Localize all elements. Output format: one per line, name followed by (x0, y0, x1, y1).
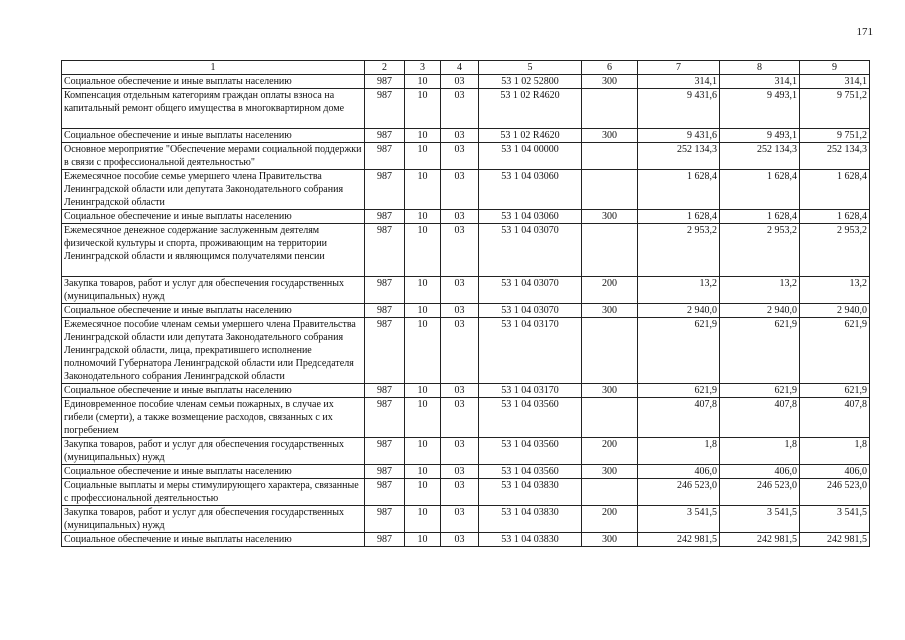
row-amount-col8: 1,8 (720, 438, 800, 465)
table-row (62, 129, 870, 143)
row-name: Закупка товаров, работ и услуг для обеспечения государственных (муниципальных) нужд (62, 506, 365, 533)
table-row (62, 438, 870, 465)
row-target-article: 53 1 02 52800 (479, 75, 582, 89)
row-section: 10 (405, 210, 441, 224)
page-number: 171 (856, 26, 873, 38)
row-amount-col8: 1 628,4 (720, 210, 800, 224)
row-amount-col7: 2 953,2 (638, 224, 720, 277)
row-name: Ежемесячное пособие семье умершего члена Правительства Ленинградской области или депутата Законодательного собрания Ленинградской области (62, 170, 365, 210)
row-amount-col7: 246 523,0 (638, 479, 720, 506)
row-amount-col8: 13,2 (720, 277, 800, 304)
row-expense-type: 300 (582, 75, 638, 89)
row-ministry-code: 987 (365, 277, 405, 304)
row-subsection: 03 (441, 384, 479, 398)
row-subsection: 03 (441, 129, 479, 143)
row-amount-col7: 242 981,5 (638, 533, 720, 547)
header-row (62, 61, 870, 75)
row-ministry-code: 987 (365, 75, 405, 89)
row-section: 10 (405, 170, 441, 210)
row-amount-col7: 1 628,4 (638, 210, 720, 224)
column-header: 8 (720, 61, 800, 75)
row-amount-col7: 1 628,4 (638, 170, 720, 210)
row-expense-type (582, 170, 638, 210)
row-amount-col8: 9 493,1 (720, 129, 800, 143)
row-amount-col9: 13,2 (800, 277, 870, 304)
row-amount-col9: 407,8 (800, 398, 870, 438)
row-name: Социальные выплаты и меры стимулирующего характера, связанные с профессиональной деятельностью (62, 479, 365, 506)
row-amount-col7: 3 541,5 (638, 506, 720, 533)
table-row (62, 465, 870, 479)
row-ministry-code: 987 (365, 479, 405, 506)
row-target-article: 53 1 04 03070 (479, 304, 582, 318)
row-name: Компенсация отдельным категориям граждан оплаты взноса на капитальный ремонт общего имущества в многоквартирном доме (62, 89, 365, 129)
row-amount-col8: 242 981,5 (720, 533, 800, 547)
row-amount-col9: 242 981,5 (800, 533, 870, 547)
table-row (62, 318, 870, 384)
row-expense-type (582, 479, 638, 506)
row-ministry-code: 987 (365, 224, 405, 277)
row-amount-col7: 9 431,6 (638, 89, 720, 129)
row-subsection: 03 (441, 89, 479, 129)
row-section: 10 (405, 506, 441, 533)
row-amount-col9: 621,9 (800, 384, 870, 398)
row-amount-col8: 252 134,3 (720, 143, 800, 170)
row-name: Единовременное пособие членам семьи пожарных, в случае их гибели (смерти), а также возмещение расходов, связанных с их погребением (62, 398, 365, 438)
row-name: Социальное обеспечение и иные выплаты населению (62, 210, 365, 224)
row-name: Социальное обеспечение и иные выплаты населению (62, 533, 365, 547)
row-target-article: 53 1 04 00000 (479, 143, 582, 170)
row-section: 10 (405, 129, 441, 143)
row-ministry-code: 987 (365, 143, 405, 170)
row-section: 10 (405, 479, 441, 506)
row-section: 10 (405, 277, 441, 304)
budget-table (61, 60, 870, 547)
row-amount-col8: 9 493,1 (720, 89, 800, 129)
row-amount-col9: 2 953,2 (800, 224, 870, 277)
row-amount-col8: 1 628,4 (720, 170, 800, 210)
row-ministry-code: 987 (365, 398, 405, 438)
row-name: Закупка товаров, работ и услуг для обеспечения государственных (муниципальных) нужд (62, 438, 365, 465)
row-name: Основное мероприятие "Обеспечение мерами социальной поддержки в связи с профессиональной деятельностью" (62, 143, 365, 170)
row-section: 10 (405, 438, 441, 465)
column-header: 4 (441, 61, 479, 75)
row-section: 10 (405, 224, 441, 277)
row-name: Ежемесячное пособие членам семьи умершего члена Правительства Ленинградской области или депутата Законодательного собрания Ленинградской области, лица, прекратившего исполнение полномочий Губернатора Ленинградской области или Председателя Законодательного собрания Ленинградской области (62, 318, 365, 384)
row-target-article: 53 1 04 03830 (479, 506, 582, 533)
row-target-article: 53 1 02 R4620 (479, 129, 582, 143)
row-amount-col8: 2 940,0 (720, 304, 800, 318)
row-subsection: 03 (441, 75, 479, 89)
row-expense-type (582, 224, 638, 277)
table-row (62, 224, 870, 277)
row-subsection: 03 (441, 224, 479, 277)
row-amount-col7: 406,0 (638, 465, 720, 479)
table-row (62, 304, 870, 318)
row-amount-col7: 2 940,0 (638, 304, 720, 318)
row-section: 10 (405, 89, 441, 129)
row-ministry-code: 987 (365, 304, 405, 318)
row-amount-col7: 9 431,6 (638, 129, 720, 143)
column-header: 9 (800, 61, 870, 75)
row-target-article: 53 1 04 03070 (479, 224, 582, 277)
row-amount-col7: 407,8 (638, 398, 720, 438)
row-target-article: 53 1 04 03560 (479, 465, 582, 479)
column-header: 2 (365, 61, 405, 75)
row-amount-col8: 621,9 (720, 318, 800, 384)
table-row (62, 506, 870, 533)
row-amount-col7: 252 134,3 (638, 143, 720, 170)
row-section: 10 (405, 143, 441, 170)
row-subsection: 03 (441, 479, 479, 506)
row-amount-col9: 3 541,5 (800, 506, 870, 533)
row-amount-col9: 246 523,0 (800, 479, 870, 506)
row-expense-type: 300 (582, 129, 638, 143)
row-amount-col9: 406,0 (800, 465, 870, 479)
row-section: 10 (405, 75, 441, 89)
row-amount-col9: 621,9 (800, 318, 870, 384)
table-row (62, 277, 870, 304)
table-row (62, 143, 870, 170)
row-amount-col7: 621,9 (638, 318, 720, 384)
table-row (62, 384, 870, 398)
row-name: Закупка товаров, работ и услуг для обеспечения государственных (муниципальных) нужд (62, 277, 365, 304)
row-section: 10 (405, 465, 441, 479)
row-subsection: 03 (441, 318, 479, 384)
row-ministry-code: 987 (365, 533, 405, 547)
row-name: Ежемесячное денежное содержание заслуженным деятелям физической культуры и спорта, проживающим на территории Ленинградской области и являющимся получателями пенсии (62, 224, 365, 277)
column-header: 3 (405, 61, 441, 75)
row-amount-col8: 621,9 (720, 384, 800, 398)
row-ministry-code: 987 (365, 129, 405, 143)
row-expense-type (582, 143, 638, 170)
row-subsection: 03 (441, 277, 479, 304)
row-expense-type: 300 (582, 533, 638, 547)
row-subsection: 03 (441, 398, 479, 438)
table-row (62, 479, 870, 506)
row-subsection: 03 (441, 533, 479, 547)
row-target-article: 53 1 04 03060 (479, 170, 582, 210)
row-target-article: 53 1 04 03070 (479, 277, 582, 304)
row-target-article: 53 1 04 03060 (479, 210, 582, 224)
row-expense-type: 200 (582, 277, 638, 304)
row-amount-col7: 13,2 (638, 277, 720, 304)
row-expense-type (582, 398, 638, 438)
row-target-article: 53 1 02 R4620 (479, 89, 582, 129)
table-row (62, 170, 870, 210)
row-amount-col8: 406,0 (720, 465, 800, 479)
row-section: 10 (405, 533, 441, 547)
table-row (62, 398, 870, 438)
row-amount-col8: 246 523,0 (720, 479, 800, 506)
column-header: 1 (62, 61, 365, 75)
row-subsection: 03 (441, 465, 479, 479)
row-ministry-code: 987 (365, 506, 405, 533)
table-row (62, 210, 870, 224)
table-row (62, 75, 870, 89)
row-target-article: 53 1 04 03560 (479, 398, 582, 438)
row-amount-col9: 1,8 (800, 438, 870, 465)
row-section: 10 (405, 384, 441, 398)
row-name: Социальное обеспечение и иные выплаты населению (62, 75, 365, 89)
row-amount-col9: 1 628,4 (800, 210, 870, 224)
row-subsection: 03 (441, 438, 479, 465)
row-ministry-code: 987 (365, 170, 405, 210)
row-ministry-code: 987 (365, 465, 405, 479)
table-row (62, 89, 870, 129)
row-amount-col8: 2 953,2 (720, 224, 800, 277)
row-target-article: 53 1 04 03170 (479, 384, 582, 398)
row-amount-col7: 314,1 (638, 75, 720, 89)
row-amount-col8: 314,1 (720, 75, 800, 89)
row-target-article: 53 1 04 03830 (479, 533, 582, 547)
row-expense-type (582, 89, 638, 129)
row-ministry-code: 987 (365, 89, 405, 129)
row-amount-col9: 252 134,3 (800, 143, 870, 170)
row-name: Социальное обеспечение и иные выплаты населению (62, 129, 365, 143)
row-amount-col8: 3 541,5 (720, 506, 800, 533)
row-subsection: 03 (441, 506, 479, 533)
row-ministry-code: 987 (365, 438, 405, 465)
row-section: 10 (405, 304, 441, 318)
row-amount-col9: 9 751,2 (800, 129, 870, 143)
row-subsection: 03 (441, 143, 479, 170)
row-ministry-code: 987 (365, 318, 405, 384)
row-amount-col9: 2 940,0 (800, 304, 870, 318)
row-expense-type: 300 (582, 304, 638, 318)
column-header: 5 (479, 61, 582, 75)
row-amount-col7: 621,9 (638, 384, 720, 398)
row-amount-col8: 407,8 (720, 398, 800, 438)
row-amount-col9: 314,1 (800, 75, 870, 89)
column-header: 6 (582, 61, 638, 75)
row-ministry-code: 987 (365, 210, 405, 224)
row-subsection: 03 (441, 210, 479, 224)
row-expense-type: 200 (582, 506, 638, 533)
table-row (62, 533, 870, 547)
row-amount-col7: 1,8 (638, 438, 720, 465)
row-name: Социальное обеспечение и иные выплаты населению (62, 304, 365, 318)
row-name: Социальное обеспечение и иные выплаты населению (62, 384, 365, 398)
row-expense-type: 300 (582, 210, 638, 224)
row-target-article: 53 1 04 03170 (479, 318, 582, 384)
row-expense-type: 300 (582, 465, 638, 479)
row-target-article: 53 1 04 03560 (479, 438, 582, 465)
row-subsection: 03 (441, 170, 479, 210)
row-amount-col9: 1 628,4 (800, 170, 870, 210)
row-expense-type (582, 318, 638, 384)
row-subsection: 03 (441, 304, 479, 318)
row-amount-col9: 9 751,2 (800, 89, 870, 129)
row-expense-type: 300 (582, 384, 638, 398)
row-name: Социальное обеспечение и иные выплаты населению (62, 465, 365, 479)
row-expense-type: 200 (582, 438, 638, 465)
column-header: 7 (638, 61, 720, 75)
row-section: 10 (405, 398, 441, 438)
row-target-article: 53 1 04 03830 (479, 479, 582, 506)
row-ministry-code: 987 (365, 384, 405, 398)
row-section: 10 (405, 318, 441, 384)
